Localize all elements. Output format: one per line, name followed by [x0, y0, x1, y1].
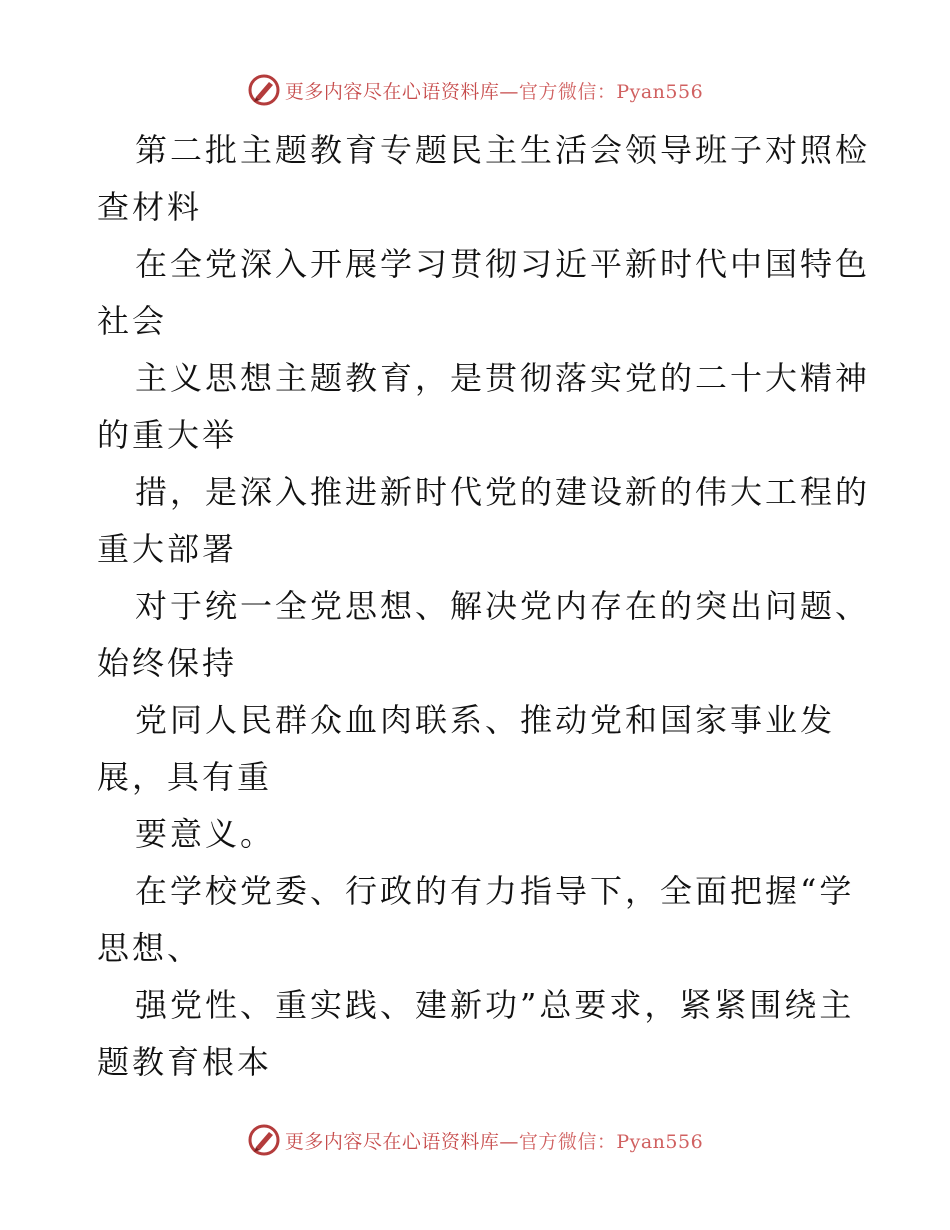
text-line — [97, 749, 857, 806]
text-line — [97, 578, 871, 635]
text-line — [97, 635, 857, 692]
banner-site-text: 更多内容尽在心语资料库— — [284, 80, 519, 103]
text-line-content: 主义思想主题教育，是贯彻落实党的二十大精神 — [135, 359, 871, 397]
text-line — [97, 179, 857, 236]
text-line-content: 展，具有重 — [97, 758, 273, 796]
text-line-content: 强党性、重实践、建新功”总要求，紧紧围绕主 — [135, 986, 855, 1024]
text-line — [97, 692, 857, 749]
text-line — [97, 350, 871, 407]
text-line-content: 在学校党委、行政的有力指导下，全面把握“学 — [135, 872, 855, 910]
footer-banner — [0, 1120, 950, 1160]
pen-logo-icon — [247, 73, 281, 107]
text-line — [97, 122, 871, 179]
text-line-content: 思想、 — [97, 929, 203, 967]
text-line — [97, 293, 857, 350]
text-line-content: 始终保持 — [97, 644, 238, 682]
banner-wechat-text: 官方微信：Pyan556 — [518, 1130, 704, 1153]
text-line-content: 第二批主题教育专题民主生活会领导班子对照检 — [135, 131, 871, 169]
text-line-content: 的重大举 — [97, 416, 238, 454]
text-line — [97, 236, 871, 293]
banner-site-text: 更多内容尽在心语资料库— — [284, 1130, 519, 1153]
text-line — [97, 863, 857, 920]
text-line-content: 社会 — [97, 302, 168, 340]
text-line-content: 查材料 — [97, 188, 203, 226]
text-line-content: 要意义。 — [135, 815, 276, 853]
text-line — [97, 977, 857, 1034]
text-line — [97, 407, 857, 464]
header-banner — [0, 70, 950, 110]
text-line — [97, 521, 857, 578]
text-line-content: 党同人民群众血肉联系、推动党和国家事业发 — [135, 701, 836, 739]
banner-wechat-text: 官方微信：Pyan556 — [518, 80, 704, 103]
document-body — [97, 122, 871, 1091]
text-line — [97, 1034, 857, 1091]
text-line-content: 在全党深入开展学习贯彻习近平新时代中国特色 — [135, 245, 871, 283]
text-line — [97, 920, 857, 977]
text-line-content: 题教育根本 — [97, 1043, 273, 1081]
text-line-content: 对于统一全党思想、解决党内存在的突出问题、 — [135, 587, 871, 625]
text-line-content: 措，是深入推进新时代党的建设新的伟大工程的 — [135, 473, 871, 511]
pen-logo-icon — [247, 1123, 281, 1157]
text-line — [97, 464, 871, 521]
text-line — [97, 806, 857, 863]
text-line-content: 重大部署 — [97, 530, 238, 568]
